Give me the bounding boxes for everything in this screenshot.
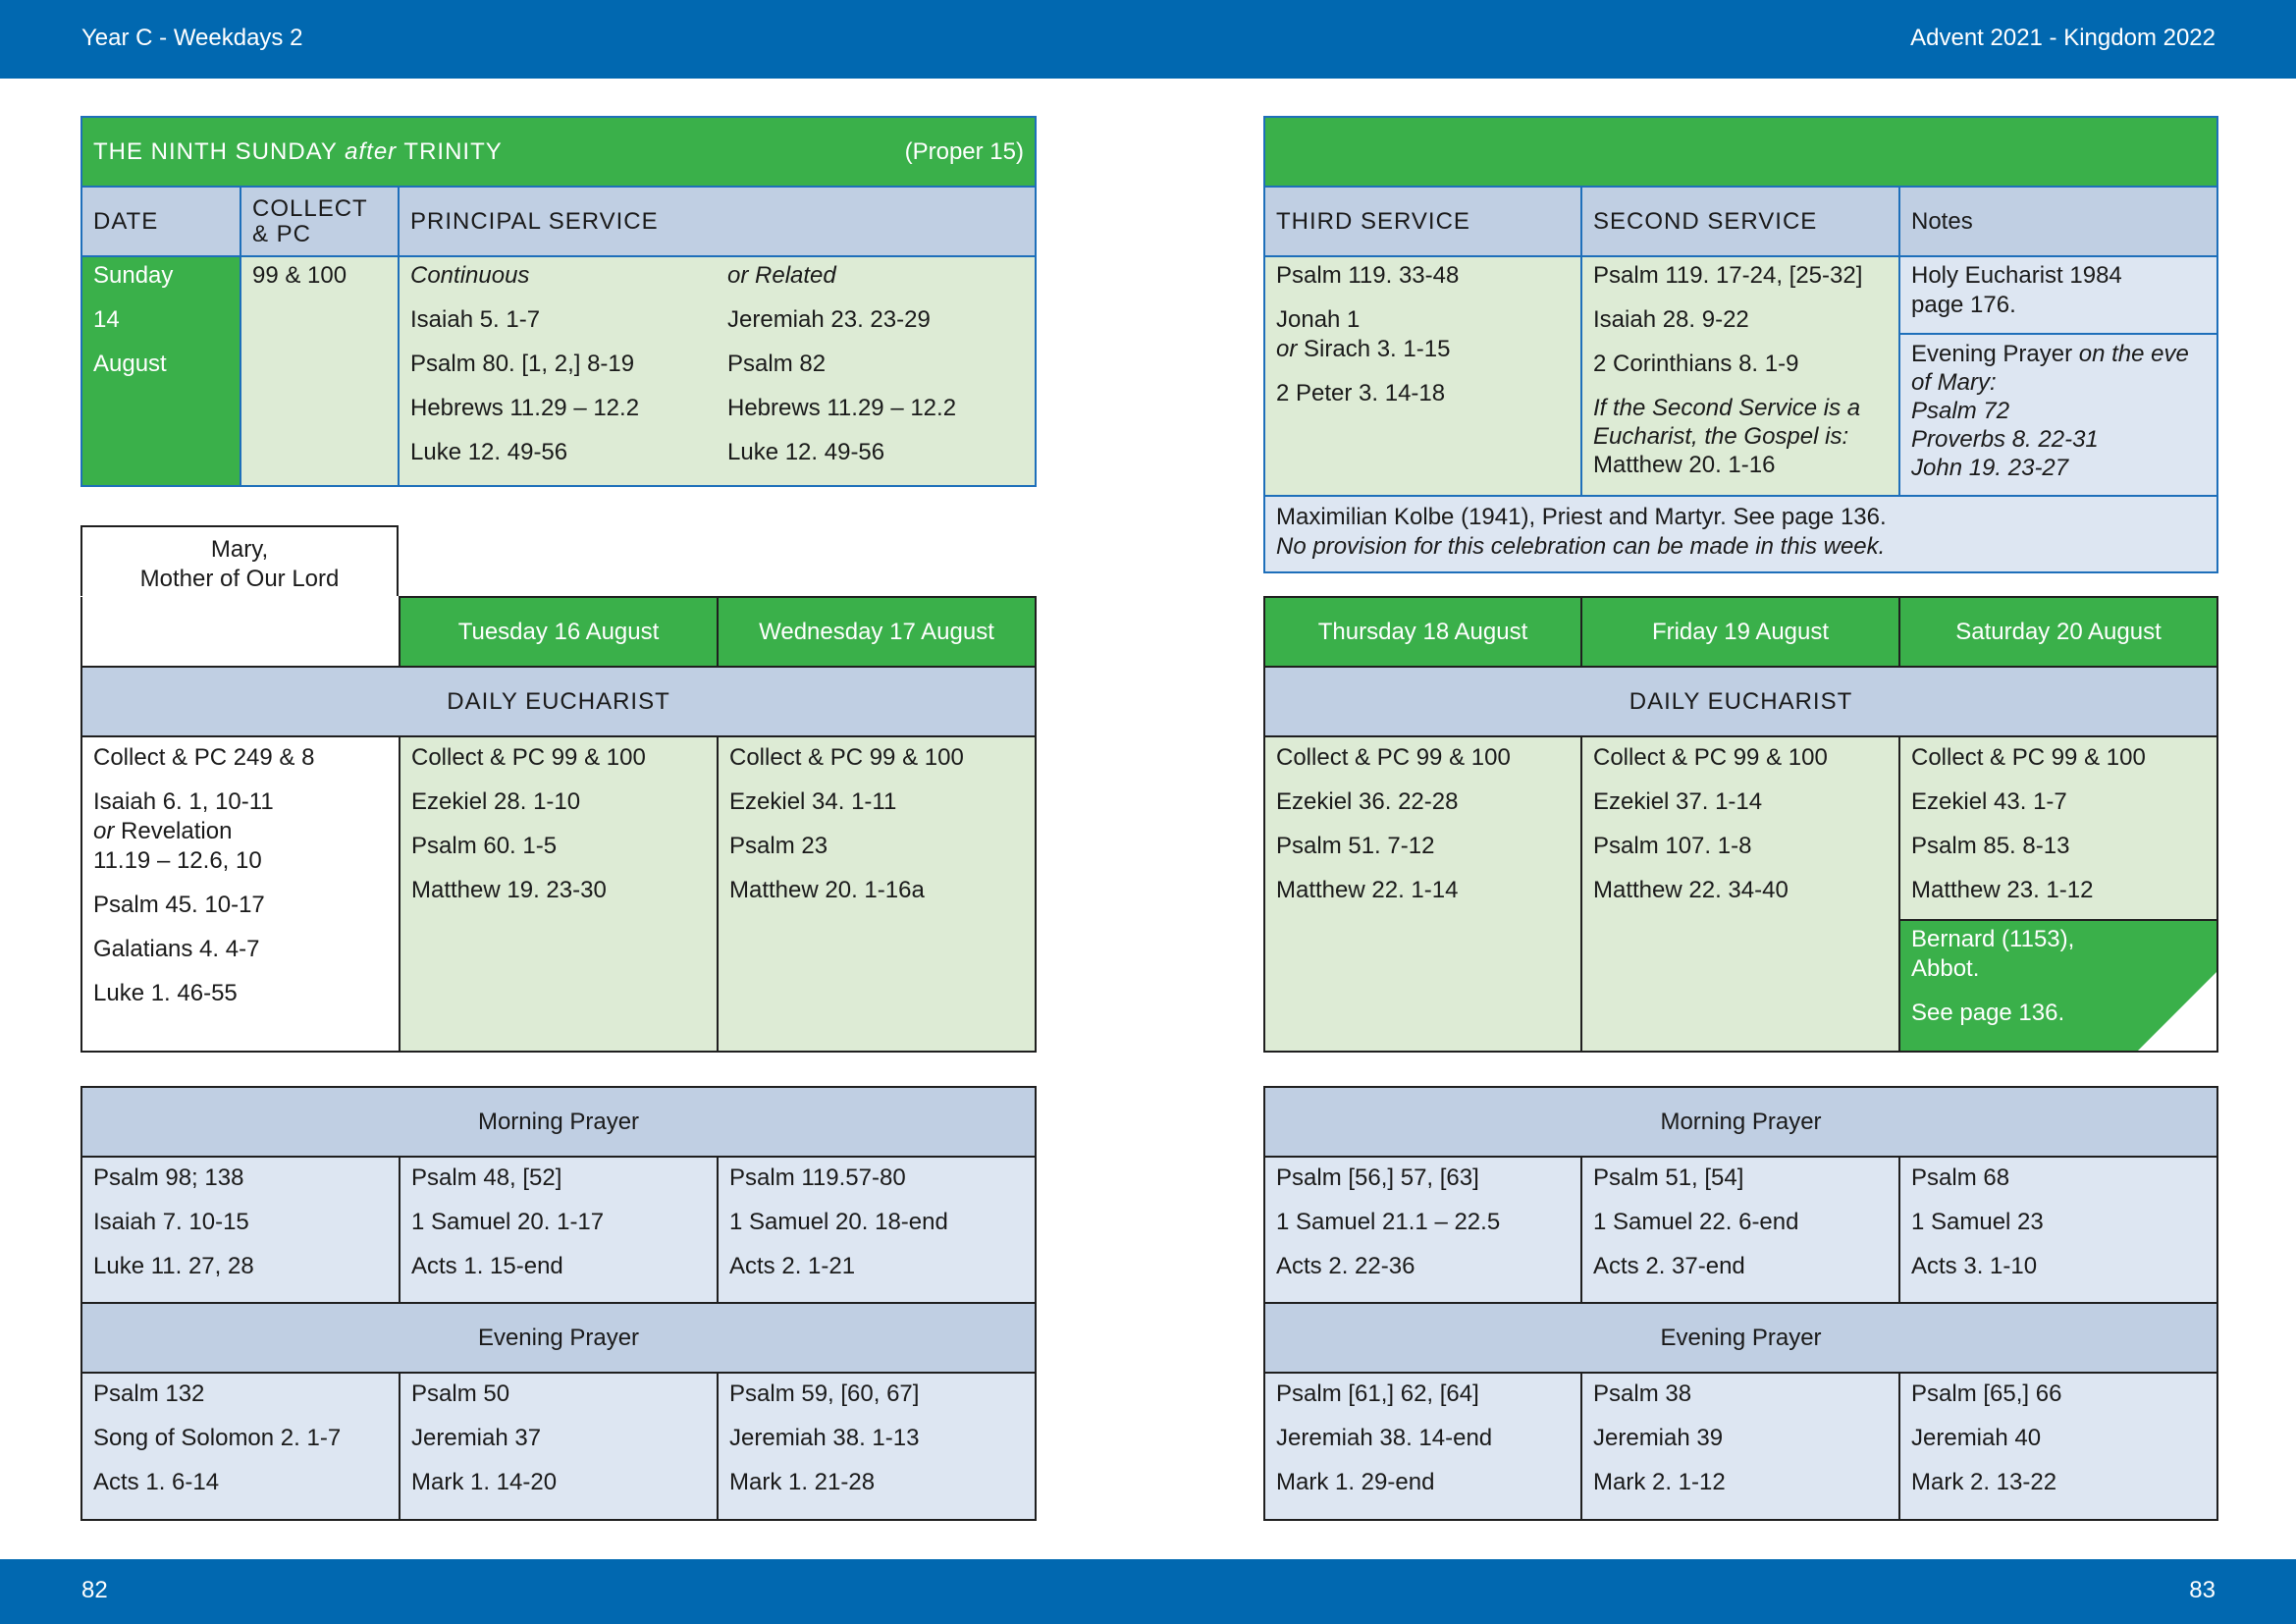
- friday-header: Friday 19 August: [1581, 597, 1899, 667]
- saturday-readings: Collect & PC 99 & 100 Ezekiel 43. 1-7 Psalm 85. 8-13 Matthew 23. 1-12: [1899, 736, 2217, 920]
- mp-tuesday: Psalm 48, [52] 1 Samuel 20. 1-17 Acts 1. 15-end: [400, 1157, 718, 1303]
- evening-prayer-header: Evening Prayer: [1264, 1303, 2217, 1373]
- second-service-note: If the Second Service is a Eucharist, the Gospel is:: [1593, 395, 1861, 450]
- morning-prayer-header: Morning Prayer: [81, 1087, 1036, 1157]
- ep-wednesday: Psalm 59, [60, 67] Jeremiah 38. 1-13 Mark 1. 21-28: [718, 1373, 1036, 1520]
- mp-wednesday: Psalm 119.57-80 1 Samuel 20. 18-end Acts 2. 1-21: [718, 1157, 1036, 1303]
- note-evening-prayer: Evening Prayer on the eve of Mary: Psalm 72 Proverbs 8. 22-31 John 19. 23-27: [1899, 334, 2217, 496]
- ep-tuesday: Psalm 50 Jeremiah 37 Mark 1. 14-20: [400, 1373, 718, 1520]
- mp-friday: Psalm 51, [54] 1 Samuel 22. 6-end Acts 2. 37-end: [1581, 1157, 1899, 1303]
- weekday-eucharist-left: [80, 596, 1035, 1053]
- thursday-readings: Collect & PC 99 & 100 Ezekiel 36. 22-28 Psalm 51. 7-12 Matthew 22. 1-14: [1264, 736, 1581, 1052]
- services-title-row: [1264, 117, 2217, 187]
- weekday-eucharist-right: [1263, 596, 2216, 1053]
- col-collect-header: COLLECT & PC: [240, 187, 399, 256]
- page-header-bar: [0, 0, 2296, 79]
- third-service-readings: Psalm 119. 33-48 Jonah 1 or Sirach 3. 1-15 2 Peter 3. 14-18: [1264, 256, 1581, 496]
- sunday-table: [80, 116, 1035, 487]
- tuesday-header: Tuesday 16 August: [400, 597, 718, 667]
- mp-thursday: Psalm [56,] 57, [63] 1 Samuel 21.1 – 22.5 Acts 2. 22-36: [1264, 1157, 1581, 1303]
- header-left-text: Year C - Weekdays 2: [81, 25, 303, 51]
- prayer-table-right: [1263, 1086, 2216, 1521]
- page-number-right: 83: [2189, 1577, 2216, 1603]
- bernard-commemoration: Bernard (1153), Abbot. See page 136.: [1899, 920, 2217, 1052]
- wednesday-header: Wednesday 17 August: [718, 597, 1036, 667]
- mp-saturday: Psalm 68 1 Samuel 23 Acts 3. 1-10: [1899, 1157, 2217, 1303]
- sunday-title: THE NINTH SUNDAY after TRINITY: [93, 137, 503, 165]
- services-table: [1263, 116, 2216, 573]
- morning-prayer-header: Morning Prayer: [1264, 1087, 2217, 1157]
- tuesday-readings: Collect & PC 99 & 100 Ezekiel 28. 1-10 Psalm 60. 1-5 Matthew 19. 23-30: [400, 736, 718, 1052]
- ep-saturday: Psalm [65,] 66 Jeremiah 40 Mark 2. 13-22: [1899, 1373, 2217, 1520]
- note-holy-eucharist: Holy Eucharist 1984 page 176.: [1899, 256, 2217, 334]
- header-right-text: Advent 2021 - Kingdom 2022: [1910, 25, 2216, 51]
- daily-eucharist-header: DAILY EUCHARIST: [1264, 667, 2217, 736]
- ep-monday: Psalm 132 Song of Solomon 2. 1-7 Acts 1. 6-14: [81, 1373, 400, 1520]
- page-footer-bar: [0, 1559, 2296, 1624]
- ep-thursday: Psalm [61,] 62, [64] Jeremiah 38. 14-end Mark 1. 29-end: [1264, 1373, 1581, 1520]
- continuous-readings: Continuous Isaiah 5. 1-7 Psalm 80. [1, 2,] 8-19 Hebrews 11.29 – 12.2 Luke 12. 49-56: [399, 256, 717, 486]
- ep-friday: Psalm 38 Jeremiah 39 Mark 2. 1-12: [1581, 1373, 1899, 1520]
- col-third-header: THIRD SERVICE: [1264, 187, 1581, 256]
- wednesday-readings: Collect & PC 99 & 100 Ezekiel 34. 1-11 Psalm 23 Matthew 20. 1-16a: [718, 736, 1036, 1052]
- sunday-collect-cell: 99 & 100: [240, 256, 399, 486]
- col-second-header: SECOND SERVICE: [1581, 187, 1899, 256]
- sunday-date-cell: Sunday 14 August: [81, 256, 240, 486]
- commemoration-note: Maximilian Kolbe (1941), Priest and Martyr. See page 136. No provision for this celebration can be made in this week.: [1264, 496, 2217, 572]
- page-corner-fold: [2138, 972, 2216, 1051]
- col-notes-header: Notes: [1899, 187, 2217, 256]
- page-number-left: 82: [81, 1577, 108, 1603]
- daily-eucharist-header: DAILY EUCHARIST: [81, 667, 1036, 736]
- prayer-table-left: [80, 1086, 1035, 1521]
- evening-prayer-header: Evening Prayer: [81, 1303, 1036, 1373]
- related-readings: or Related Jeremiah 23. 23-29 Psalm 82 Hebrews 11.29 – 12.2 Luke 12. 49-56: [717, 256, 1036, 486]
- proper-label: (Proper 15): [904, 137, 1024, 165]
- thursday-header: Thursday 18 August: [1264, 597, 1581, 667]
- col-date-header: DATE: [81, 187, 240, 256]
- mp-monday: Psalm 98; 138 Isaiah 7. 10-15 Luke 11. 27, 28: [81, 1157, 400, 1303]
- mary-header-box: Mary, Mother of Our Lord: [80, 525, 399, 667]
- monday-readings: Collect & PC 249 & 8 Isaiah 6. 1, 10-11 or Revelation 11.19 – 12.6, 10 Psalm 45. 10-17 Galatians 4. 4-7 Luke 1. 46-55: [81, 736, 400, 1052]
- col-principal-header: PRINCIPAL SERVICE: [399, 187, 1036, 256]
- friday-readings: Collect & PC 99 & 100 Ezekiel 37. 1-14 Psalm 107. 1-8 Matthew 22. 34-40: [1581, 736, 1899, 1052]
- sunday-title-row: [81, 117, 1036, 187]
- second-service-readings: Psalm 119. 17-24, [25-32] Isaiah 28. 9-22 2 Corinthians 8. 1-9 If the Second Service is a Eucharist, the Gospel is: Matthew 20. 1-16: [1581, 256, 1899, 496]
- saturday-header: Saturday 20 August: [1899, 597, 2217, 667]
